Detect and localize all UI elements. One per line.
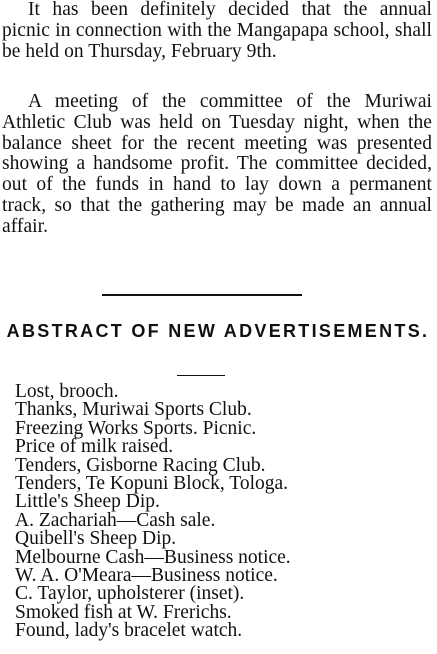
advertisement-item: Smoked fish at W. Frerichs. bbox=[15, 601, 232, 623]
advertisement-item: A. Zachariah—Cash sale. bbox=[15, 509, 216, 531]
advertisements-heading: ABSTRACT OF NEW ADVERTISEMENTS. bbox=[6, 321, 430, 341]
advertisement-item: C. Taylor, upholsterer (inset). bbox=[15, 583, 245, 605]
section-divider bbox=[102, 294, 302, 296]
heading-underline bbox=[177, 375, 225, 376]
advertisement-item: W. A. O'Meara—Business notice. bbox=[15, 565, 278, 587]
advertisement-item: Price of milk raised. bbox=[15, 436, 174, 458]
advertisement-item: Melbourne Cash—Business notice. bbox=[15, 546, 291, 568]
athletic-club-paragraph: A meeting of the committee of the Muriwai Athletic Club was held on Tuesday night, when the balance sheet for the recent meeting was presented showing a handsome profit. The committee decided, out of the funds in hand to lay down a permanent track, so that the gathering may be made an annual affair. bbox=[2, 91, 432, 237]
advertisement-item: Little's Sheep Dip. bbox=[15, 491, 160, 513]
advertisement-list bbox=[15, 383, 291, 641]
advertisement-item: Lost, brooch. bbox=[15, 381, 119, 402]
advertisement-item: Found, lady's bracelet watch. bbox=[15, 620, 243, 642]
advertisement-item: Freezing Works Sports. Picnic. bbox=[15, 417, 257, 439]
advertisement-item: Tenders, Te Kopuni Block, Tologa. bbox=[15, 473, 289, 495]
picnic-paragraph: It has been definitely decided that the annual picnic in connection with the Mangapapa school, shall be held on Thursday, February 9th. bbox=[2, 0, 432, 62]
advertisement-item: Tenders, Gisborne Racing Club. bbox=[15, 454, 266, 476]
advertisement-item: Thanks, Muriwai Sports Club. bbox=[15, 399, 252, 421]
advertisement-item: Quibell's Sheep Dip. bbox=[15, 528, 177, 550]
